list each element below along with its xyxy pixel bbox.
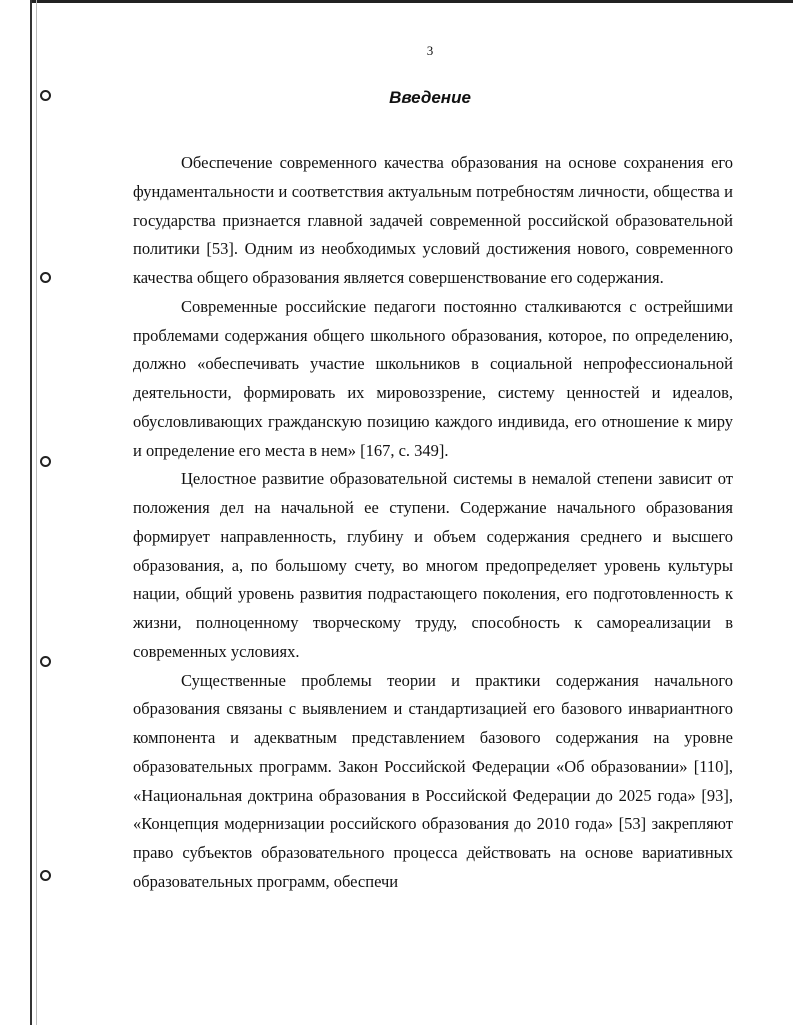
binding-hole-mark	[40, 870, 51, 881]
paragraph: Современные российские педагоги постоянно сталкиваются с острейшими проблемами содержания общего школьного образования, которое, по определению, должно «обеспечивать участие школьников в социальной непрофессиональной деятельности, формировать их мировоззрение, систему ценностей и идеалов, обусловливающих гражданскую позицию каждого индивида, его отношение к миру и определение его места в нем» [167, с. 349].	[133, 296, 733, 460]
scan-top-edge	[30, 0, 793, 3]
body-text	[133, 149, 733, 897]
page-title: Введение	[389, 88, 471, 107]
paragraph: Целостное развитие образовательной системы в немалой степени зависит от положения дел на начальной ее ступени. Содержание начального образования формирует направленность, глубину и объем содержания среднего и высшего образования, а, по большому счету, во многом предопределяет уровень культуры нации, общий уровень развития подрастающего поколения, его подготовленность к жизни, полноценному творческому труду, способность к самореализации в современных условиях.	[133, 469, 733, 661]
binding-hole-mark	[40, 456, 51, 467]
binding-hole-mark	[40, 272, 51, 283]
paragraph: Существенные проблемы теории и практики содержания начального образования связаны с выявлением и стандартизацией его базового инвариантного компонента и адекватным представлением базового содержания на уровне образовательных программ. Закон Российской Федерации «Об образовании» [110], «Национальная доктрина образования в Российской Федерации до 2025 года» [93], «Концепция модернизации российского образования до 2010 года» [53] закрепляют право субъектов образовательного процесса действовать на основе вариативных образовательных программ, обеспечи	[133, 670, 733, 891]
binding-hole-mark	[40, 656, 51, 667]
page-number: 3	[426, 43, 434, 58]
paragraph: Обеспечение современного качества образования на основе сохранения его фундаментальности и соответствия актуальным потребностям личности, общества и государства признается главной задачей современной российской образовательной политики [53]. Одним из необходимых условий достижения нового, современного качества общего образования является совершенствование его содержания.	[133, 153, 733, 287]
scan-left-edge	[30, 0, 32, 1025]
scan-left-edge-inner	[36, 0, 37, 1025]
